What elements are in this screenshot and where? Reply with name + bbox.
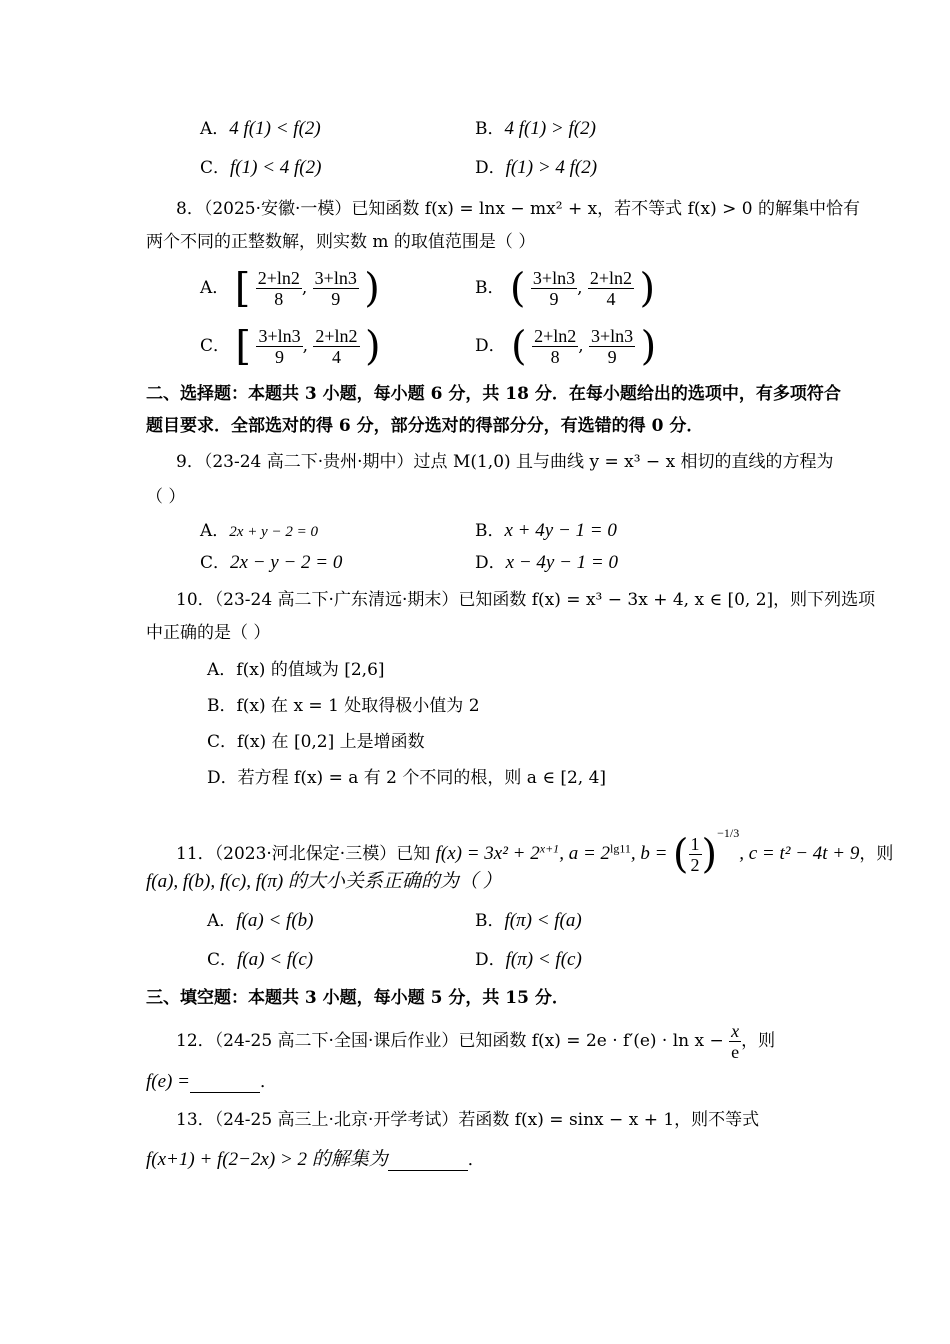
q13-answer-blank[interactable] (388, 1154, 468, 1171)
q8-option-d: D． ( $\frac{2+\ln 2}{8}$ , $\frac{3+\ln 3}{9}$ ) (475, 323, 657, 370)
q11-stem-line2: f(a), f(b), f(c), f(π) 的大小关系正确的为（ ） (146, 871, 502, 892)
q8-stem-line1: 8．（2025·安徽·一模）已知函数 f(x) = lnx − mx² + x，若不等式 f(x) > 0 的解集中恰有 (176, 199, 860, 219)
q10-stem-line2: 中正确的是（ ） (146, 623, 271, 643)
q9-option-a: A．2x + y − 2 = 0 (200, 521, 318, 541)
q12-stem-line1: 12．（24-25 高二下·全国·课后作业）已知函数 f(x) = 2e · f′(e) · ln x − $\frac{x}{e}$ ，则 (176, 1021, 776, 1062)
q12-answer-blank[interactable] (190, 1076, 260, 1093)
q11-option-a: A．f(a) < f(b) (207, 910, 314, 931)
q9-option-c: C．2x − y − 2 = 0 (200, 552, 343, 573)
q7-option-c: C．f(1) < 4 f(2) (200, 157, 322, 178)
q11-option-d: D．f(π) < f(c) (475, 949, 582, 970)
q7-option-d: D．f(1) > 4 f(2) (475, 157, 598, 178)
q7-option-a: A．4 f(1) < f(2) (200, 118, 321, 139)
q10-option-c: C．f(x) 在 [0,2] 上是增函数 (207, 732, 425, 752)
q10-stem-line1: 10．（23-24 高二下·广东清远·期末）已知函数 f(x) = x³ − 3x + 4, x ∈ [0, 2]，则下列选项 (176, 590, 876, 610)
q9-option-b: B．x + 4y − 1 = 0 (475, 520, 617, 541)
q8-option-b: B． ( $\frac{3+\ln 3}{9}$ , $\frac{2+\ln 2}{4}$ ) (475, 265, 656, 312)
q11-option-c: C．f(a) < f(c) (207, 949, 314, 970)
section-2-heading-line2: 题目要求．全部选对的得 6 分，部分选对的得部分分，有选错的得 0 分． (146, 416, 704, 436)
q9-stem-line1: 9．（23-24 高二下·贵州·期中）过点 M(1,0) 且与曲线 y = x³ − x 相切的直线的方程为 (176, 452, 834, 472)
q12-stem-line2: f(e) = ． (146, 1071, 277, 1092)
q8-option-a: A． [ $\frac{2+\ln 2}{8}$ , $\frac{3+\ln 3}{9}$ ) (200, 265, 380, 312)
q9-stem-line2: （ ） (146, 487, 186, 507)
q10-option-d: D．若方程 f(x) = a 有 2 个不同的根，则 a ∈ [2, 4] (207, 768, 607, 788)
q9-option-d: D．x − 4y − 1 = 0 (475, 552, 618, 573)
q11-option-b: B．f(π) < f(a) (475, 910, 582, 931)
q10-option-b: B．f(x) 在 x = 1 处取得极小值为 2 (207, 696, 480, 716)
section-3-heading: 三、填空题：本题共 3 小题，每小题 5 分，共 15 分． (146, 988, 569, 1008)
q10-option-a: A．f(x) 的值域为 [2,6] (207, 660, 385, 680)
q8-option-c: C． [ $\frac{3+\ln 3}{9}$ , $\frac{2+\ln 2}{4}$ ) (200, 323, 381, 370)
section-2-heading: 二、选择题：本题共 3 小题，每小题 6 分，共 18 分．在每小题给出的选项中，有多项符合 (146, 384, 841, 404)
q13-stem-line2: f(x+1) + f(2−2x) > 2 的解集为 ． (146, 1149, 485, 1170)
q11-stem-line1: 11．（2023·河北保定·三模）已知 $f(x) = 3x^2 + 2^{x+1}$, $a = 2^{lg11}$, b = ( $\frac{1}{2}$ )$^{-1/3}$, c = t² − 4t + 9，则 (176, 826, 894, 878)
q13-stem-line1: 13．（24-25 高三上·北京·开学考试）若函数 f(x) = sinx − x + 1，则不等式 (176, 1110, 760, 1130)
q7-option-b: B．4 f(1) > f(2) (475, 118, 596, 139)
q8-stem-line2: 两个不同的正整数解，则实数 m 的取值范围是（ ） (146, 232, 536, 252)
